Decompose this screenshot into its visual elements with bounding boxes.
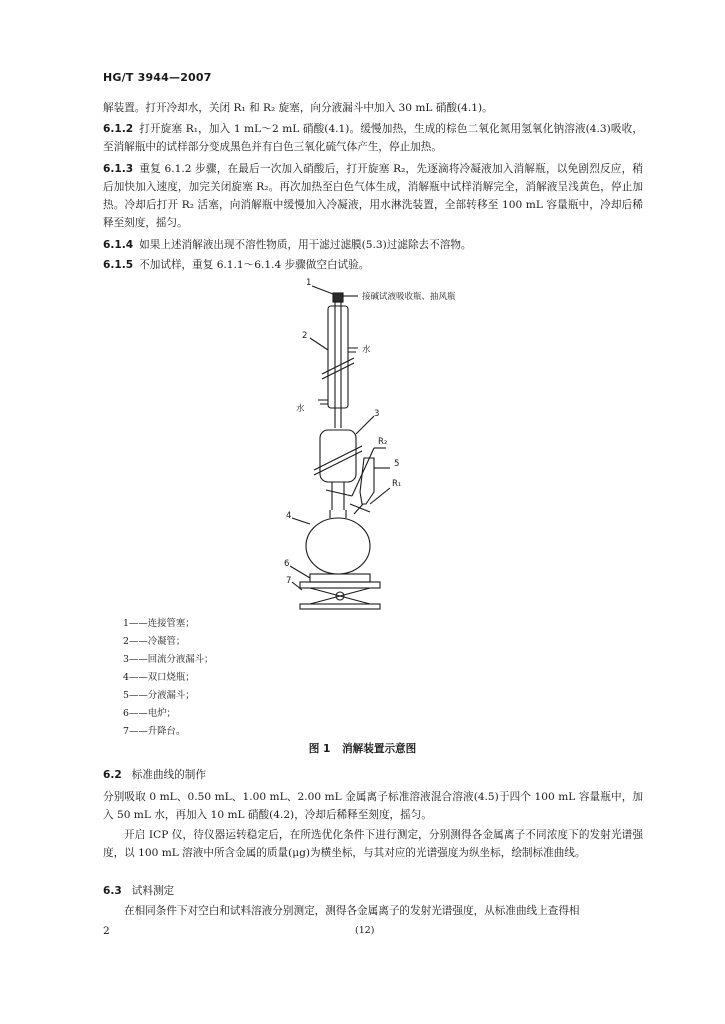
section-text: 打开旋塞 R₁，加入 1 mL～2 mL 硝酸(4.1)。缓慢加热，生成的棕色二氧化氮用氢氧化钠溶液(4.3)吸收，至消解瓶中的试样部分变成黑色并有白色三氧化硫气体产生，停止加热。 [103, 123, 643, 153]
water-label-in: 水 [296, 404, 305, 414]
section-title: 标准曲线的制作 [131, 769, 206, 781]
legend-item: 7——升降台。 [123, 726, 186, 737]
legend-item: 2——冷凝管； [123, 636, 186, 647]
callout-5: 5 [394, 459, 400, 469]
callout-2: 2 [302, 331, 308, 341]
label-3-leader [356, 416, 374, 434]
connector-cap [333, 293, 343, 302]
figure-label: 图 1 [308, 743, 331, 755]
valve-r2-stopcock [326, 490, 352, 496]
legend-item: 6——电炉； [123, 708, 176, 719]
section-6-2-paragraph-1: 分别吸取 0 mL、0.50 mL、1.00 mL、2.00 mL 金属离子标准溶液混合溶液(4.5)于四个 100 mL 容量瓶中，加入 50 mL 水，再加入 10 mL 硝酸(4.2)，冷却后稀释至刻度，摇匀。 [103, 791, 643, 821]
section-6-3-heading [103, 883, 174, 898]
label-2-leader [310, 338, 328, 350]
legend-item: 4——双口烧瓶； [123, 672, 195, 683]
label-4-leader [292, 518, 310, 524]
lift-platform-scissor [310, 588, 370, 604]
lift-platform-top [300, 582, 380, 588]
section-number: 6.1.5 [103, 259, 134, 271]
flask-neck [330, 510, 346, 518]
break-mark-lower [314, 446, 362, 475]
separating-funnel [360, 458, 374, 504]
section-6-1-4 [103, 236, 643, 254]
two-neck-flask [306, 518, 370, 574]
callout-3: 3 [374, 409, 380, 419]
section-number: 6.3 [103, 885, 122, 897]
section-6-2-paragraph-2: 开启 ICP 仪，待仪器运转稳定后，在所选优化条件下进行测定，分别测得各金属离子不同浓度下的发射光谱强度，以 100 mL 溶液中所含金属的质量(μg)为横坐标，与其对应的光谱强度为纵坐标，绘制标准曲线。 [103, 829, 643, 859]
break-mark-upper [322, 358, 354, 379]
callout-7: 7 [286, 576, 292, 586]
water-label-out: 水 [362, 345, 371, 355]
section-text: 不加试样，重复 6.1.1～6.1.4 步骤做空白试验。 [139, 259, 370, 271]
standard-number: HG/T 3944—2007 [103, 71, 212, 84]
lift-platform-base [300, 604, 380, 609]
label-6-leader [290, 566, 310, 578]
valve-r2-leader [352, 448, 374, 496]
electric-stove [310, 574, 370, 582]
digestion-apparatus-diagram [270, 278, 500, 613]
label-r1-leader [370, 488, 390, 504]
section-number: 6.2 [103, 769, 122, 781]
page-serial-number: (12) [355, 925, 375, 936]
section-number: 6.1.3 [103, 163, 134, 175]
callout-4: 4 [286, 511, 292, 521]
section-title: 试料测定 [131, 885, 175, 897]
top-label: 接碱试液吸收瓶、抽风瓶 [362, 292, 456, 302]
callout-r2: R₂ [378, 437, 388, 447]
section-text: 如果上述消解液出现不溶性物质，用干滤过滤膜(5.3)过滤除去不溶物。 [139, 239, 472, 251]
figure-title: 消解装置示意图 [342, 743, 417, 755]
section-text: 重复 6.1.2 步骤，在最后一次加入硝酸后，打开旋塞 R₂，先逐滴将冷凝液加入消解瓶，以免剧烈反应，稍后加快加入速度，加完关闭旋塞 R₂。再次加热至白色气体生成，消解瓶中试样消解完全，消解液呈浅黄色，停止加热。冷却后打开 R₂ 活塞，向消解瓶中缓慢加入冷凝液，用水淋洗装置，全部转移至 100 mL 容量瓶中，冷却后稀释至刻度，摇匀。 [103, 163, 643, 229]
section-6-1-5 [103, 256, 643, 274]
reflux-funnel [320, 430, 356, 482]
page-number: 2 [103, 925, 110, 937]
section-6-1-2 [103, 120, 643, 156]
legend-item: 5——分液漏斗； [123, 690, 195, 701]
water-outlet [348, 348, 358, 352]
section-6-2-heading [103, 767, 206, 782]
callout-r1: R₁ [392, 479, 402, 489]
callout-6: 6 [284, 559, 290, 569]
water-inlet [318, 400, 328, 404]
section-number: 6.1.2 [103, 123, 134, 135]
section-6-1-3 [103, 160, 643, 232]
paragraph-continuation: 解装置。打开冷却水，关闭 R₁ 和 R₂ 旋塞，向分液漏斗中加入 30 mL 硝酸(4.1)。 [103, 102, 493, 114]
callout-1: 1 [306, 278, 312, 288]
legend-item: 3——回流分液漏斗； [123, 654, 214, 665]
label-1-leader [312, 286, 333, 294]
section-6-3-paragraph-1: 在相同条件下对空白和试料溶液分别测定，测得各金属离子的发射光谱强度，从标准曲线上查得相 [124, 905, 580, 917]
valve-r1-stopcock [350, 504, 370, 512]
figure-caption [0, 741, 725, 756]
legend-item: 1——连接管塞； [123, 618, 195, 629]
condenser-outer [328, 306, 348, 408]
section-number: 6.1.4 [103, 239, 134, 251]
